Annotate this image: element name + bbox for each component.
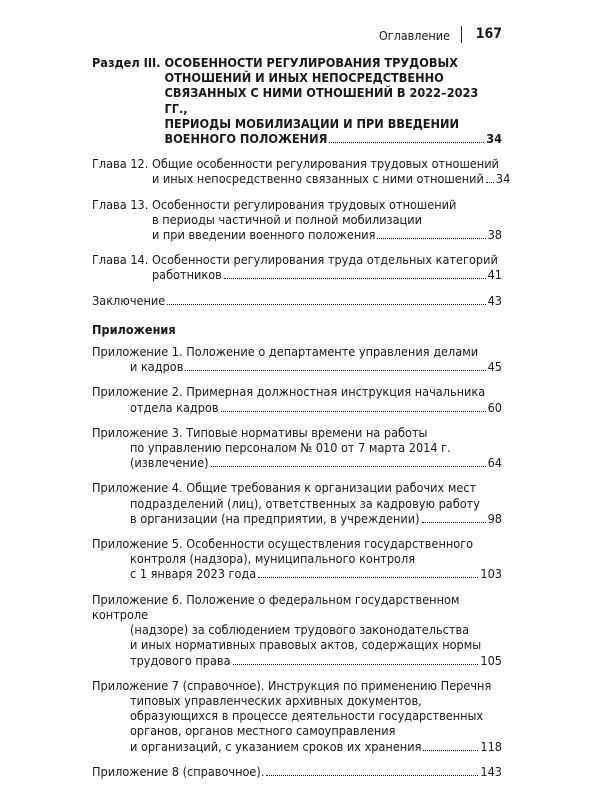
toc-entry-line: ВОЕННОГО ПОЛОЖЕНИЯ: [164, 131, 328, 147]
page-number: 167: [475, 26, 502, 42]
toc-entry-line: в периоды частичной и полной мобилизации: [151, 211, 422, 227]
toc-page-number: 41: [487, 267, 502, 283]
toc-entry-line: (извлечение): [130, 455, 209, 471]
toc-entry-label: Глава 12.: [92, 156, 149, 172]
toc-page-number: 143: [480, 763, 502, 779]
dot-leader: [221, 411, 486, 412]
toc-page-number: 118: [480, 738, 502, 754]
toc-entry-line: Положение о федеральном государственном контроле: [92, 591, 460, 622]
toc-page-number: 34: [486, 131, 502, 147]
toc-page-number: 60: [487, 399, 502, 415]
toc-entry-chapter-12[interactable]: [92, 156, 511, 187]
toc-entry-line: и организаций, с указанием сроков их хранения: [130, 738, 422, 754]
dot-leader: [224, 278, 486, 279]
toc-entry-label: Приложение 7 (справочное).: [92, 677, 265, 693]
toc-entry-line: Особенности осуществления государственного: [186, 536, 474, 552]
toc-entry-line: по управлению персоналом № 010 от 7 марта 2014 г.: [130, 440, 451, 456]
dot-leader: [486, 182, 494, 183]
toc-entry-appendix-6[interactable]: [92, 592, 502, 668]
toc-entry-line: Типовые нормативы времени на работы: [186, 424, 428, 440]
toc-entry-line: Общие требования к организации рабочих мест: [186, 480, 477, 496]
toc-entry-line: и иных нормативных правовых актов, содержащих нормы: [130, 637, 482, 653]
toc-entry-line: Особенности регулирования труда отдельных категорий: [151, 252, 498, 268]
toc-entry-label: Приложение 2.: [92, 384, 183, 400]
dot-leader: [185, 370, 485, 371]
toc-page-number: 64: [487, 455, 502, 471]
toc-entry-line: Заключение: [92, 292, 166, 308]
toc-entry-line: органов, органов местного самоуправления: [130, 723, 396, 739]
toc-entry-label: Глава 13.: [92, 196, 149, 212]
toc-entry-line: типовых управленческих архивных документов,: [130, 692, 422, 708]
toc-entry-line: отдела кадров: [130, 399, 219, 415]
toc-entry-appendix-3[interactable]: [92, 425, 502, 471]
toc-entry-label: Глава 14.: [92, 252, 149, 268]
toc-entry-conclusion[interactable]: [92, 293, 502, 308]
toc-entry-line: трудового права: [130, 652, 231, 668]
toc-entry-appendix-1[interactable]: [92, 344, 502, 374]
toc-entry-appendix-5[interactable]: [92, 536, 502, 582]
toc-entry-label: Приложение 6.: [92, 591, 183, 607]
toc-entry-line: Инструкция по применению Перечня: [268, 677, 492, 693]
toc-page-number: 38: [487, 227, 502, 243]
toc-entry-line: в организации (на предприятии, в учреждении): [130, 510, 420, 526]
toc-entry-line: ОСОБЕННОСТИ РЕГУЛИРОВАНИЯ ТРУДОВЫХ: [164, 55, 458, 70]
running-header-section: Оглавление: [378, 28, 450, 43]
toc-entry-line: и при введении военного положения: [151, 227, 376, 243]
toc-entry-line: (надзоре) за соблюдением трудового законодательства: [130, 622, 470, 638]
toc-entry-appendix-2[interactable]: [92, 384, 502, 414]
toc-entry-line: Положение о департаменте управления делами: [186, 344, 479, 360]
toc-entry-section-3[interactable]: [92, 55, 502, 146]
table-of-contents: [92, 55, 511, 789]
toc-entry-label: Раздел III.: [92, 55, 161, 70]
toc-entry-line: подразделений (лиц), ответственных за кадровую работу: [130, 495, 480, 511]
toc-entry-line: работников: [151, 267, 222, 283]
toc-entry-line: и иных непосредственно связанных с ними отношений: [151, 171, 484, 187]
toc-entry-label: Приложение 3.: [92, 424, 183, 440]
toc-entry-chapter-14[interactable]: [92, 252, 502, 282]
toc-entry-chapter-13[interactable]: [92, 197, 502, 243]
toc-entry-line: Особенности регулирования трудовых отношений: [151, 196, 457, 212]
dot-leader: [167, 304, 485, 305]
dot-leader: [258, 577, 478, 578]
toc-entry-line: ПЕРИОДЫ МОБИЛИЗАЦИИ И ПРИ ВВЕДЕНИИ: [164, 115, 459, 131]
toc-entry-line: и кадров: [130, 359, 184, 375]
toc-entry-line: ОТНОШЕНИЙ И ИНЫХ НЕПОСРЕДСТВЕННО: [164, 70, 444, 86]
toc-entry-label: Приложение 4.: [92, 480, 183, 496]
toc-entry-appendix-4[interactable]: [92, 480, 502, 526]
dot-leader: [233, 664, 479, 665]
dot-leader: [422, 522, 486, 523]
toc-page-number: 103: [480, 566, 502, 582]
dot-leader: [377, 238, 485, 239]
toc-entry-line: контроля (надзора), муниципального контроля: [130, 551, 416, 567]
toc-entry-label: Приложение 5.: [92, 536, 183, 552]
toc-page-number: 34: [495, 171, 511, 187]
appendices-heading: Приложения: [92, 321, 176, 337]
toc-entry-appendix-7[interactable]: [92, 678, 502, 754]
toc-entry-line: Примерная должностная инструкция начальника: [186, 384, 486, 400]
toc-page-number: 105: [480, 652, 502, 668]
toc-entry-line: Общие особенности регулирования трудовых отношений: [151, 156, 499, 172]
toc-page-number: 45: [487, 359, 502, 375]
toc-entry-label: Приложение 1.: [92, 344, 183, 360]
toc-entry-line: Приложение 8 (справочное).: [92, 763, 265, 779]
toc-entry-line: СВЯЗАННЫХ С НИМИ ОТНОШЕНИЙ В 2022–2023 ГГ.,: [164, 85, 479, 116]
dot-leader: [329, 142, 484, 143]
dot-leader: [211, 466, 486, 467]
toc-page-number: 98: [487, 510, 502, 526]
running-header: [92, 26, 502, 46]
toc-page-number: 43: [487, 292, 502, 308]
toc-entry-line: с 1 января 2023 года: [130, 566, 257, 582]
dot-leader: [266, 775, 478, 776]
header-separator: [461, 26, 462, 43]
toc-entry-line: образующихся в процессе деятельности государственных: [130, 708, 484, 724]
toc-entry-appendix-8[interactable]: [92, 764, 502, 779]
